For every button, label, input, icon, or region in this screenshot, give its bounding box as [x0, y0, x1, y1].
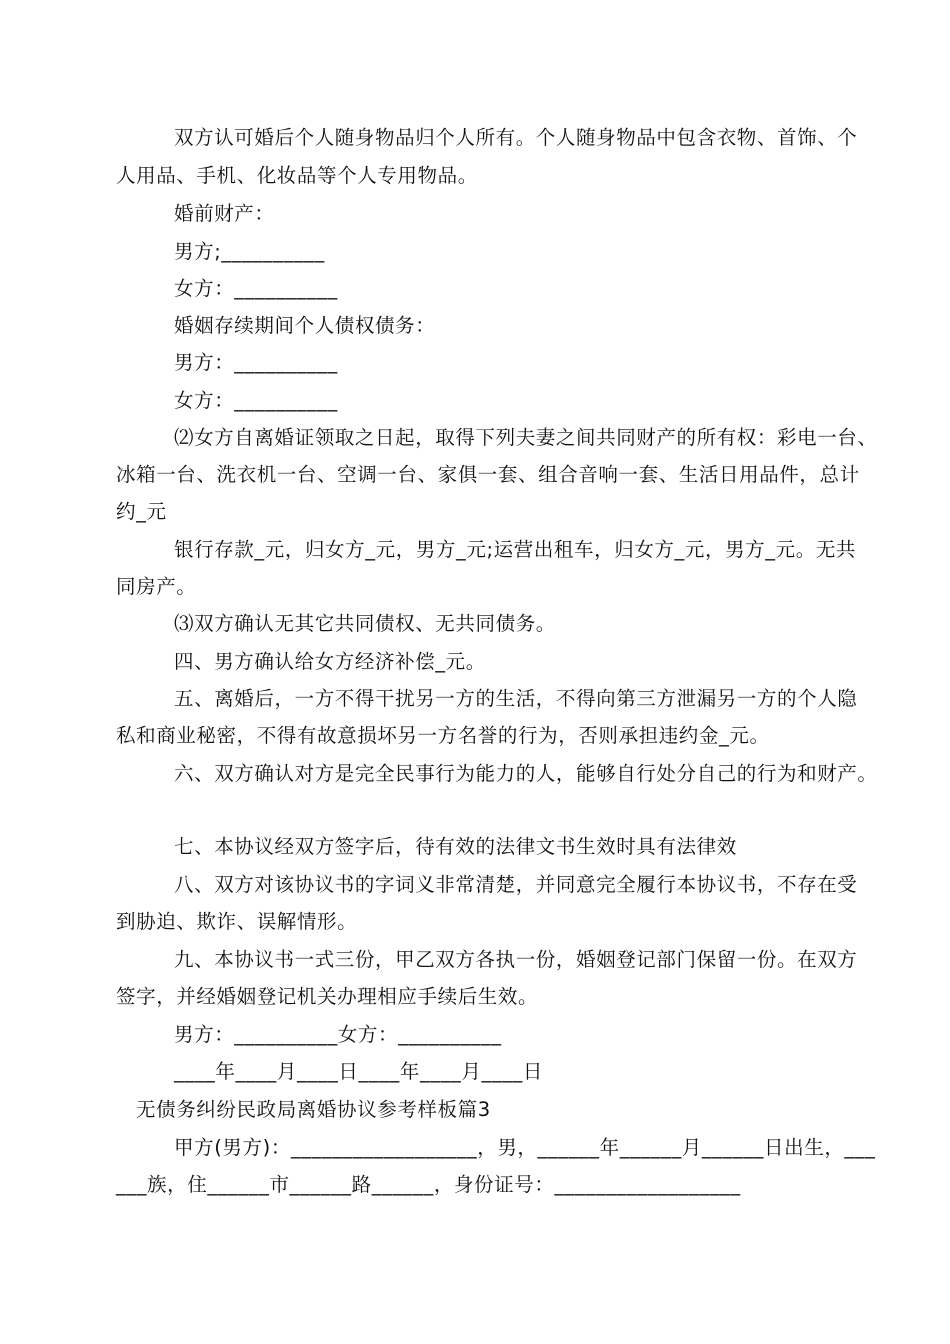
paragraph-line: 婚前财产：: [174, 202, 275, 225]
paragraph-line: 六、双方确认对方是完全民事行为能力的人，能够自行处分自己的行为和财产。: [174, 762, 878, 785]
paragraph-line: 冰箱一台、洗衣机一台、空调一台、家俱一套、组合音响一套、生活日用品件，总计: [116, 463, 860, 486]
paragraph-line: 九、本协议书一式三份，甲乙双方各执一份，婚姻登记部门保留一份。在双方: [174, 948, 858, 971]
paragraph-line: 约_元: [116, 500, 167, 523]
paragraph-line: 银行存款_元，归女方_元，男方_元;运营出租车，归女方_元，男方_元。无共: [174, 538, 857, 561]
paragraph-line: 签字，并经婚姻登记机关办理相应手续后生效。: [116, 985, 539, 1008]
date-line: ____年____月____日____年____月____日: [174, 1060, 543, 1083]
section-heading: 无债务纠纷民政局离婚协议参考样板篇3: [136, 1098, 491, 1121]
paragraph-line: 双方认可婚后个人随身物品归个人所有。个人随身物品中包含衣物、首饰、个: [174, 126, 858, 149]
paragraph-line: 女方：__________: [174, 389, 338, 412]
paragraph-line: 甲方(男方)：__________________，男，______年______月______日出生，___: [174, 1136, 876, 1159]
paragraph-line: 八、双方对该协议书的字词义非常清楚，并同意完全履行本协议书，不存在受: [174, 873, 858, 896]
signature-line: 男方：__________女方：__________: [174, 1023, 502, 1046]
paragraph-line: 人用品、手机、化妆品等个人专用物品。: [116, 164, 478, 187]
paragraph-line: ⑵女方自离婚证领取之日起，取得下列夫妻之间共同财产的所有权：彩电一台、: [174, 426, 878, 449]
paragraph-line: 私和商业秘密，不得有故意损坏另一方名誉的行为，否则承担违约金_元。: [116, 724, 770, 747]
paragraph-line: 女方：__________: [174, 277, 338, 300]
paragraph-line: ⑶双方确认无其它共同债权、无共同债务。: [174, 612, 556, 635]
paragraph-line: 七、本协议经双方签字后，待有效的法律文书生效时具有法律效: [174, 835, 737, 858]
paragraph-line: 同房产。: [116, 575, 197, 598]
paragraph-line: 男方：__________: [174, 351, 338, 374]
paragraph-line: 到胁迫、欺诈、误解情形。: [116, 910, 358, 933]
paragraph-line: 五、离婚后，一方不得干扰另一方的生活，不得向第三方泄漏另一方的个人隐: [174, 687, 858, 710]
paragraph-line: 男方;__________: [174, 240, 325, 263]
paragraph-line: 婚姻存续期间个人债权债务：: [174, 314, 436, 337]
paragraph-line: ___族，住______市______路______，身份证号：__________________: [116, 1173, 741, 1196]
paragraph-line: 四、男方确认给女方经济补偿_元。: [174, 650, 486, 673]
